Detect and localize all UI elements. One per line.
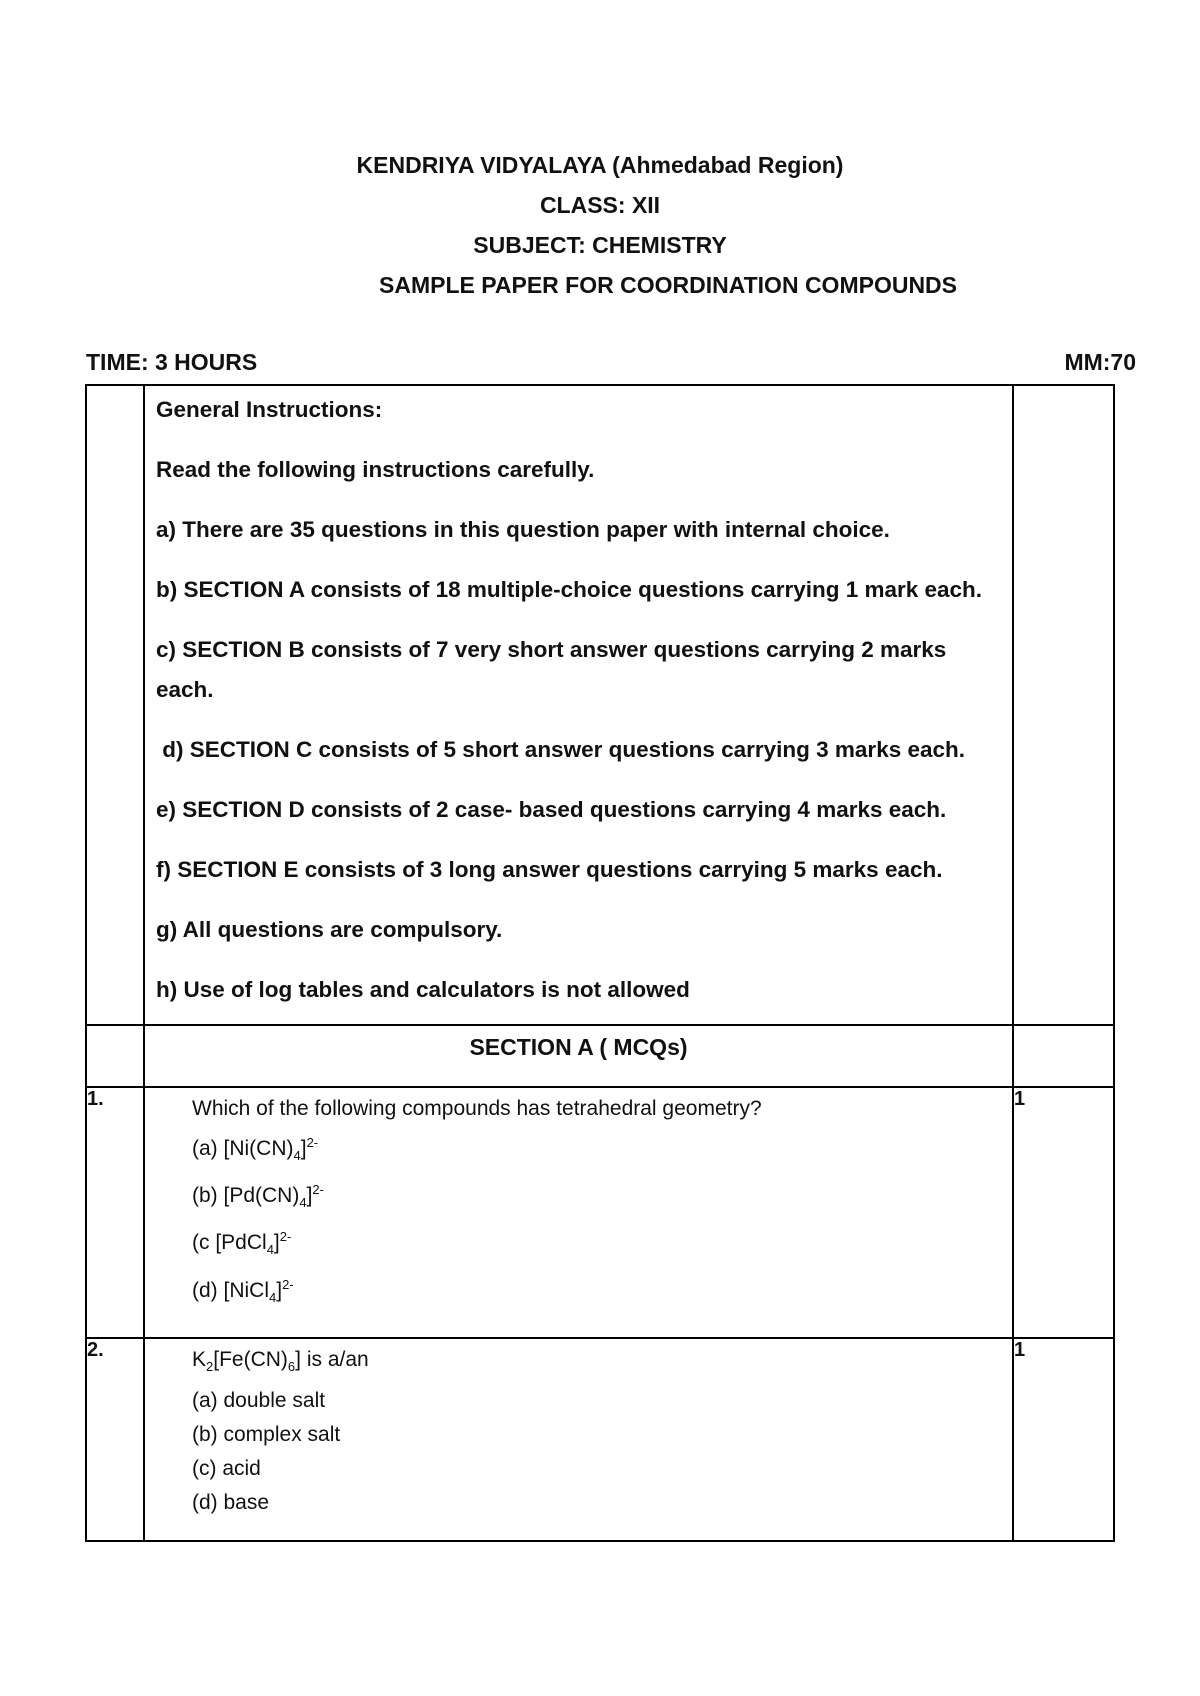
- instruction-item: g) All questions are compulsory.: [156, 917, 503, 942]
- option-c: (c [PdCl$_4$]$^{2-}$: [192, 1229, 292, 1258]
- question-number: 2.: [86, 1338, 144, 1541]
- option-d: (d) base: [192, 1490, 270, 1514]
- option-c: (c) acid: [192, 1456, 261, 1480]
- question-marks: 1: [1013, 1338, 1114, 1541]
- instructions-row: [86, 385, 1114, 1025]
- section-a-heading-row: [86, 1025, 1114, 1087]
- class-label: CLASS: XII: [539, 192, 661, 218]
- subject-label: SUBJECT: CHEMISTRY: [473, 232, 727, 258]
- instructions-cell: [144, 385, 1013, 1025]
- question-marks: 1: [1013, 1087, 1114, 1338]
- question-row: [86, 1087, 1114, 1338]
- option-b: (b) $[Pd(CN)_4]^{2-}$: [192, 1182, 324, 1211]
- section-a-title: SECTION A ( MCQs): [469, 1034, 688, 1060]
- option-a: (a) $[Ni(CN)_4]^{2-}$: [192, 1135, 319, 1164]
- instruction-item: h) Use of log tables and calculators is not allowed: [156, 977, 690, 1002]
- instruction-item: f) SECTION E consists of 3 long answer questions carrying 5 marks each.: [156, 857, 943, 882]
- option-b: (b) complex salt: [192, 1422, 341, 1446]
- option-d: (d) [NiCl$_4$]$^{2-}$: [192, 1276, 294, 1305]
- instruction-item: a) There are 35 questions in this question paper with internal choice.: [156, 517, 890, 542]
- school-name: KENDRIYA VIDYALAYA (Ahmedabad Region): [356, 152, 844, 178]
- instructions-intro: Read the following instructions carefully.: [156, 457, 595, 482]
- instruction-item: e) SECTION D consists of 2 case- based questions carrying 4 marks each.: [156, 797, 947, 822]
- question-row: [86, 1338, 1114, 1541]
- paper-title: SAMPLE PAPER FOR COORDINATION COMPOUNDS: [379, 272, 957, 298]
- max-marks: MM:70: [1064, 349, 1136, 375]
- instructions-title: General Instructions:: [156, 397, 383, 422]
- question-number: 1.: [86, 1087, 144, 1338]
- option-a: (a) double salt: [192, 1388, 326, 1412]
- instruction-item: b) SECTION A consists of 18 multiple-choice questions carrying 1 mark each.: [156, 577, 983, 602]
- instruction-item: c) SECTION B consists of 7 very short answer questions carrying 2 marks each.: [156, 637, 947, 702]
- question-text: $K_2[Fe(CN)_6]$ is a/an: [192, 1347, 369, 1374]
- instruction-item: d) SECTION C consists of 5 short answer questions carrying 3 marks each.: [156, 737, 966, 762]
- time-label: TIME: 3 HOURS: [86, 349, 258, 375]
- question-paper-table: [85, 384, 1115, 1542]
- question-text: Which of the following compounds has tetrahedral geometry?: [192, 1097, 762, 1120]
